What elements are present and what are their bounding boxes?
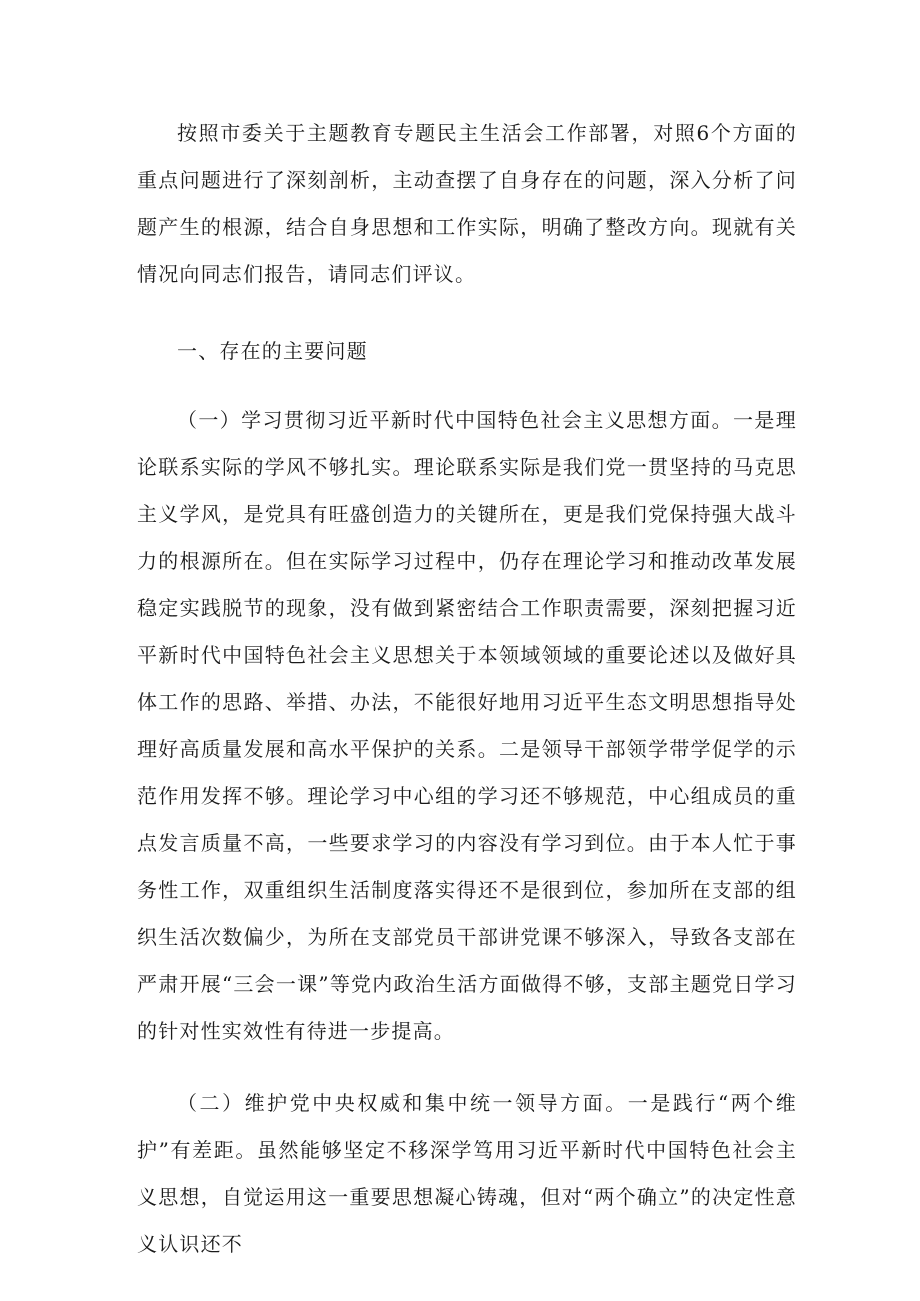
intro-paragraph: 按照市委关于主题教育专题民主生活会工作部署，对照6个方面的重点问题进行了深刻剖析，主动查摆了自身存在的问题，深入分析了问题产生的根源，结合自身思想和工作实际，明确了整改方向。现就有关情况向同志们报告，请同志们评议。: [137, 121, 797, 286]
paragraph-spacer: [137, 298, 797, 328]
item-one-paragraph: （一）学习贯彻习近平新时代中国特色社会主义思想方面。一是理论联系实际的学风不够扎实。理论联系实际是我们党一贯坚持的马克思主义学风，是党具有旺盛创造力的关键所在，更是我们党保持强大战斗力的根源所在。但在实际学习过程中，仍存在理论学习和推动改革发展稳定实践脱节的现象，没有做到紧密结合工作职责需要，深刻把握习近平新时代中国特色社会主义思想关于本领域领域的重要论述以及做好具体工作的思路、举措、办法，不能很好地用习近平生态文明思想指导处理好高质量发展和高水平保护的关系。二是领导干部领学带学促学的示范作用发挥不够。理论学习中心组的学习还不够规范，中心组成员的重点发言质量不高，一些要求学习的内容没有学习到位。由于本人忙于事务性工作，双重组织生活制度落实得还不是很到位，参加所在支部的组织生活次数偏少，为所在支部党员干部讲党课不够深入，导致各支部在严肃开展“三会一课”等党内政治生活方面做得不够，支部主题党日学习的针对性实效性有待进一步提高。: [137, 408, 797, 1043]
document-body: [137, 110, 797, 1268]
item-two-paragraph: （二）维护党中央权威和集中统一领导方面。一是践行“两个维护”有差距。虽然能够坚定不移深学笃用习近平新时代中国特色社会主义思想，自觉运用这一重要思想凝心铸魂，但对“两个确立”的决定性意义认识还不: [137, 1091, 797, 1256]
paragraph-spacer: [137, 375, 797, 397]
paragraph-spacer: [137, 1055, 797, 1080]
section-heading: 一、存在的主要问题: [177, 339, 368, 363]
